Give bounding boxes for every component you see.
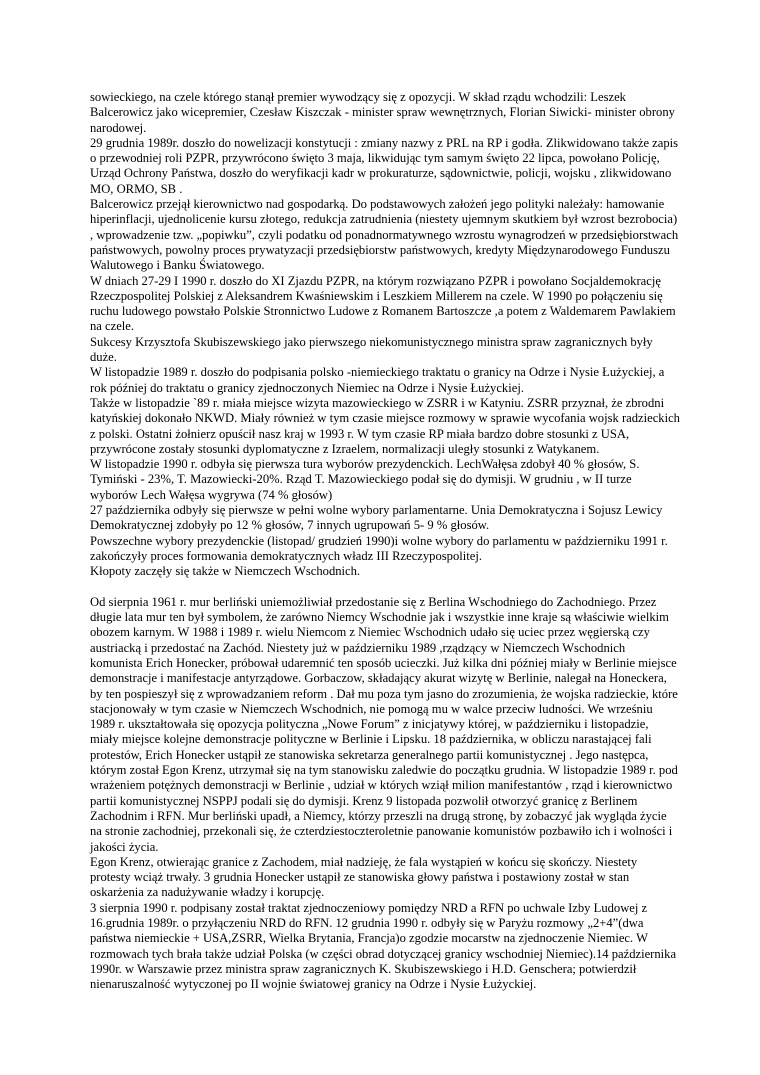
document-page: [90, 90, 680, 993]
paragraph-gap: [90, 580, 680, 595]
paragraph-berlin-wall: Od sierpnia 1961 r. mur berliński uniemożliwiał przedostanie się z Berlina Wschodniego do Zachodniego. Przez długie lata mur ten był symbolem, że zarówno Niemcy Wschodnie jak i wszystkie inne kraje są właściwie wielkim obozem karnym. W 1988 i 1989 r. wielu Niemcom z Niemiec Wschodnich udało się uciec przez węgierską czy austriacką i przedostać na Zachód. Niestety już w październiku 1989 ,rządzący w Niemczech Wschodnich komunista Erich Honecker, próbował udaremnić ten sposób ucieczki. Już kilka dni później miały w Berlinie miejsce demonstracje i manifestacje antyrządowe. Gorbaczow, składający akurat wizytę w Berlinie, nalegał na Honeckera, by ten pospieszył się z wprowadzaniem reform . Dał mu poza tym jasno do zrozumienia, że wojska radzieckie, które stacjonowały w tym czasie w Niemczech Wschodnich, nie pomogą mu w walce przeciw ludności. We wrześniu 1989 r. ukształtowała się opozycja polityczna „Nowe Forum” z inicjatywy której, w październiku i listopadzie, miały miejsce kolejne demonstracje polityczne w Berlinie i Lipsku. 18 października, w obliczu narastającej fali protestów, Erich Honecker ustąpił ze stanowiska sekretarza generalnego partii komunistycznej . Jego następca, którym został Egon Krenz, utrzymał się na tym stanowisku zaledwie do początku grudnia. W listopadzie 1989 r. pod wrażeniem potężnych demonstracji w Berlinie , udział w których wziął milion manifestantów , rząd i kierownictwo partii komunistycznej NSPPJ podali się do dymisji. Krenz 9 listopada pozwolił otworzyć granicę z Berlinem Zachodnim i RFN. Mur berliński upadł, a Niemcy, którzy przeszli na drugą stronę, by zobaczyć jak wygląda życie na stronie zachodniej, przekonali się, że czterdziestoczteroletnie panowanie komunistów pozbawiło ich i wolności i jakości życia.: [90, 594, 678, 854]
paragraph-katyn-visit: Także w listopadzie `89 r. miała miejsce wizyta mazowieckiego w ZSRR i w Katyniu. ZSRR przyznał, że zbrodni katyńskiej dokonało NKWD. Miały również w tym czasie miejsce rozmowy w sprawie wycofania wojsk radzieckich z polski. Ostatni żołnierz opuścił nasz kraj w 1993 r. W tym czasie RP miała bardzo dobre stosunki z USA, przywrócone zostały stosunki dyplomatyczne z Izraelem, normalizacji uległy stosunki z Watykanem.: [90, 395, 680, 456]
paragraph-reunification: 3 sierpnia 1990 r. podpisany został traktat zjednoczeniowy pomiędzy NRD a RFN po uchwale Izby Ludowej z 16.grudnia 1989r. o przyłączeniu NRD do RFN. 12 grudnia 1990 r. odbyły się w Paryżu rozmowy „2+4”(dwa państwa niemieckie + USA,ZSRR, Wielka Brytania, Francja)o zgodzie mocarstw na zjednoczenie Niemiec. W rozmowach tych brała także udział Polska (w części obrad dotyczącej granicy wschodniej Niemiec).14 października 1990r. w Warszawie przez ministra spraw zagranicznych K. Skubiszewskiego i H.D. Genschera; potwierdził nienaruszalność wytyczonej po II wojnie światowej granicy na Odrze i Nysie Łużyckiej.: [90, 900, 677, 992]
paragraph-east-germany-intro: Kłopoty zaczęły się także w Niemczech Wschodnich.: [90, 564, 361, 579]
paragraph-presidential-election: W listopadzie 1990 r. odbyła się pierwsza tura wyborów prezydenckich. LechWałęsa zdobył 40 % głosów, S. Tymiński - 23%, T. Mazowiecki-20%. Rząd T. Mazowieckiego podał się do dymisji. W grudniu , w II turze wyborów Lech Wałęsa wygrywa (74 % głosów): [90, 457, 640, 502]
paragraph-border-treaty: W listopadzie 1989 r. doszło do podpisania polsko -niemieckiego traktatu o granicy na Odrze i Nysie Łużyckiej, a rok później do traktatu o granicy zjednoczonych Niemiec na Odrze i Nysie Łużyckiej.: [90, 365, 665, 395]
paragraph-pzpr-congress: W dniach 27-29 I 1990 r. doszło do XI Zjazdu PZPR, na którym rozwiązano PZPR i powołano Socjaldemokrację Rzeczpospolitej Polskiej z Aleksandrem Kwaśniewskim i Leszkiem Millerem na czele. W 1990 po połączeniu się ruchu ludowego powstało Polskie Stronnictwo Ludowe z Romanem Bartoszcze ,a potem z Waldemarem Pawlakiem na czele.: [90, 273, 676, 334]
paragraph-skubiszewski: Sukcesy Krzysztofa Skubiszewskiego jako pierwszego niekomunistycznego ministra spraw zagranicznych były duże.: [90, 334, 653, 365]
paragraph-government: sowieckiego, na czele którego stanął premier wywodzący się z opozycji. W skład rządu wchodzili: Leszek Balcerowicz jako wicepremier, Czesław Kiszczak - minister spraw wewnętrznych, Florian Siwicki- minister obrony narodowej.: [90, 90, 675, 135]
paragraph-krenz: Egon Krenz, otwierając granice z Zachodem, miał nadzieję, że fala wystąpień w końcu się skończy. Niestety protesty wciąż trwały. 3 grudnia Honecker ustąpił ze stanowiska głowy państwa i postawiony został w stan oskarżenia za nadużywanie władzy i korupcję.: [90, 854, 638, 900]
paragraph-balcerowicz: Balcerowicz przejął kierownictwo nad gospodarką. Do podstawowych założeń jego polityki należały: hamowanie hiperinflacji, ujednolicenie kursu złotego, redukcja zatrudnienia (niestety ujemnym skutkiem był wzrost bezrobocia) , wprowadzenie tzw. „popiwku”, czyli podatku od ponadnormatywnego wzrostu wynagrodzeń w przedsiębiorstwach państwowych, powolny proces prywatyzacji przedsiębiorstw państwowych, kredyty Międzynarodowego Funduszu Walutowego i Banku Światowego.: [90, 197, 679, 273]
paragraph-constitution: 29 grudnia 1989r. doszło do nowelizacji konstytucji : zmiany nazwy z PRL na RP i godła. Zlikwidowano także zapis o przewodniej roli PZPR, przywrócono święto 3 maja, likwidując tym samym święto 22 lipca, powołano Policję, Urząd Ochrony Państwa, doszło do weryfikacji kadr w prokuraturze, sądownictwie, policji, wojsku , zlikwidowano MO, ORMO, SB .: [90, 135, 679, 196]
paragraph-parliamentary-election: 27 października odbyły się pierwsze w pełni wolne wybory parlamentarne. Unia Demokratyczna i Sojusz Lewicy Demokratycznej zdobyły po 12 % głosów, 7 innych ugrupowań 5- 9 % głosów.: [90, 503, 663, 533]
paragraph-general-elections: Powszechne wybory prezydenckie (listopad/ grudzień 1990)i wolne wybory do parlamentu w październiku 1991 r. zakończyły proces formowania demokratycznych władz III Rzeczypospolitej.: [90, 533, 668, 563]
